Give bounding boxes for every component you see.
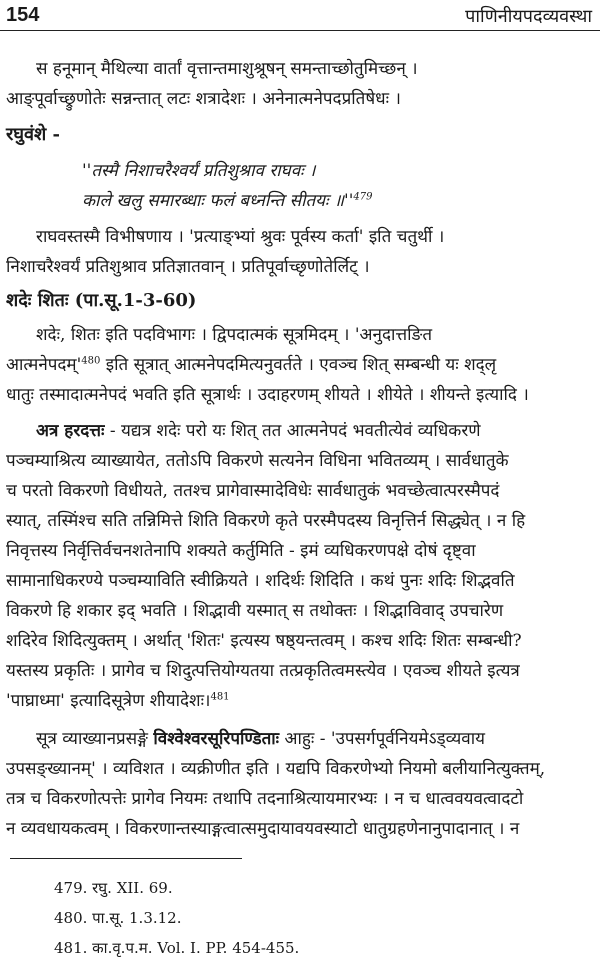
text-line: न व्यवधायकत्वम् । विकरणान्तस्याङ्गत्वात्समुदायावयवस्याटो धातुग्रहणेनानुपादानात् । न — [6, 819, 520, 839]
text-line: शदेः, शितः इति पदविभागः । द्विपदात्मकं सूत्रमिदम् । 'अनुदात्तङित — [36, 325, 433, 345]
text-line: च परतो विकरणो विधीयते, ततश्च प्रागेवास्मादेविधेः सार्वधातुकं भवच्छेत्वात्परस्मैपदं — [6, 481, 500, 501]
header-rule — [0, 30, 600, 31]
text-line: स हनूमान् मैथिल्या वार्तां वृत्तान्तमाशुश्रूषन् समन्ताच्छोतुमिच्छन् । — [36, 59, 418, 79]
author-name-vishveshvara: विश्वेश्वरसूरिपण्डिताः — [153, 729, 280, 749]
text-line: 'पाघ्राध्मा' इत्यादिसूत्रेण शीयादेशः।$^{481}$ — [6, 691, 230, 711]
text-line: विकरणे हि शकार इद् भवति । शिद्भावी यस्मात् स तथोक्तः । शिद्भाविवाद् उपचारेण — [6, 601, 504, 621]
footnote-ref: 481 — [210, 691, 230, 703]
footnote-ref: 480 — [81, 355, 101, 367]
text-line: $आत्मनेपदम्'^{480}$ इति सूत्रात् आत्मनेपदमित्यनुवर्तते । एवञ्च शित् सम्बन्धी यः शद्लृ — [6, 355, 497, 375]
sutra-heading: शदेः शितः (पा.सू.1-3-60) — [6, 290, 197, 311]
author-name-haradatta: अत्र हरदत्तः — [36, 421, 105, 441]
running-title: पाणिनीयपदव्यवस्था — [465, 6, 592, 27]
footnote: 480. पा.सू. 1.3.12. — [54, 909, 182, 927]
footnote: 479. रघु. XII. 69. — [54, 879, 173, 897]
verse-line: ''तस्मै निशाचरैश्वर्यं प्रतिशुश्राव राघवः । — [82, 161, 316, 181]
footnote-ref: 479 — [353, 191, 373, 203]
text-line: धातुः तस्मादात्मनेपदं भवति इति सूत्रार्थः । उदाहरणम् शीयते । शीयेते । शीयन्ते इत्यादि । — [6, 385, 529, 405]
verse-line: काले खलु समारब्धाः फलं बध्नन्ति सीतयः $॥''^{479}$ — [82, 191, 373, 211]
section-heading-raghuvamsha: रघुवंशे - — [6, 124, 60, 145]
text-line: निशाचरैश्वर्यं प्रतिशुश्राव प्रतिज्ञातवान् । प्रतिपूर्वाच्छृणोतेर्लिट् । — [6, 257, 370, 277]
page-number: 154 — [6, 4, 40, 26]
text-line: पञ्चम्याश्रित्य व्याख्यायेत, ततोऽपि विकरणे सत्यनेन विधिना भवितव्यम् । सार्वधातुके — [6, 451, 509, 471]
text-line: अत्र हरदत्तः - यद्यत्र शदेः परो यः शित् तत आत्मनेपदं भवतीत्येवं व्यधिकरणे — [36, 421, 481, 441]
text-line: आङ्पूर्वाच्छ्रुणोतेः सन्नन्तात् लटः शत्रादेशः । अनेनात्मनेपदप्रतिषेधः । — [6, 89, 401, 109]
footnote: 481. का.वृ.प.म. Vol. I. PP. 454-455. — [54, 939, 300, 957]
text-line: राघवस्तस्मै विभीषणाय । 'प्रत्याङ्भ्यां श्रुवः पूर्वस्य कर्ता' इति चतुर्थी । — [36, 227, 445, 247]
text-line: उपसङ्ख्यानम्' । व्यविशत । व्यक्रीणीत इति । यद्यपि विकरणेभ्यो नियमो बलीयानित्युक्तम्, — [6, 759, 546, 779]
footnote-rule — [10, 858, 242, 859]
text-line: सामानाधिकरण्ये पञ्चम्याविति स्वीक्रियते । शदिर्थः शिदिति । कथं पुनः शदिः शिद्भवति — [6, 571, 515, 591]
text-line: स्यात्, तस्मिंश्च सति तन्निमित्ते शिति विकरणे कृते परस्मैपदस्य विनृत्तिर्न सिद्ध्येत् । न हि — [6, 511, 526, 531]
text-line: शदिरेव शिदित्युक्तम् । अर्थात् 'शितः' इत्यस्य षष्ठ्यन्तत्वम् । कश्च शदिः शितः सम्बन्धी? — [6, 631, 522, 651]
text-line: यस्तस्य प्रकृतिः । प्रागेव च शिदुत्पत्तियोग्यतया तत्प्रकृतित्वमस्त्येव । एवञ्च शीयते इत्यत्र — [6, 661, 520, 681]
text-line: निवृत्तस्य निर्वृत्तिर्वचनशतेनापि शक्यते कर्तुमिति - इमं व्यधिकरणपक्षे दोषं दृष्ट्वा — [6, 541, 476, 561]
text-line: सूत्र व्याख्यानप्रसङ्गे विश्वेश्वरसूरिपण्डिताः आहुः - 'उपसर्गपूर्वनियमेऽड्व्यवाय — [36, 729, 486, 749]
text-line: तत्र च विकरणोत्पत्तेः प्रागेव नियमः तथापि तदनाश्रित्यायमारभ्यः । न च धात्ववयवत्वादटो — [6, 789, 524, 809]
